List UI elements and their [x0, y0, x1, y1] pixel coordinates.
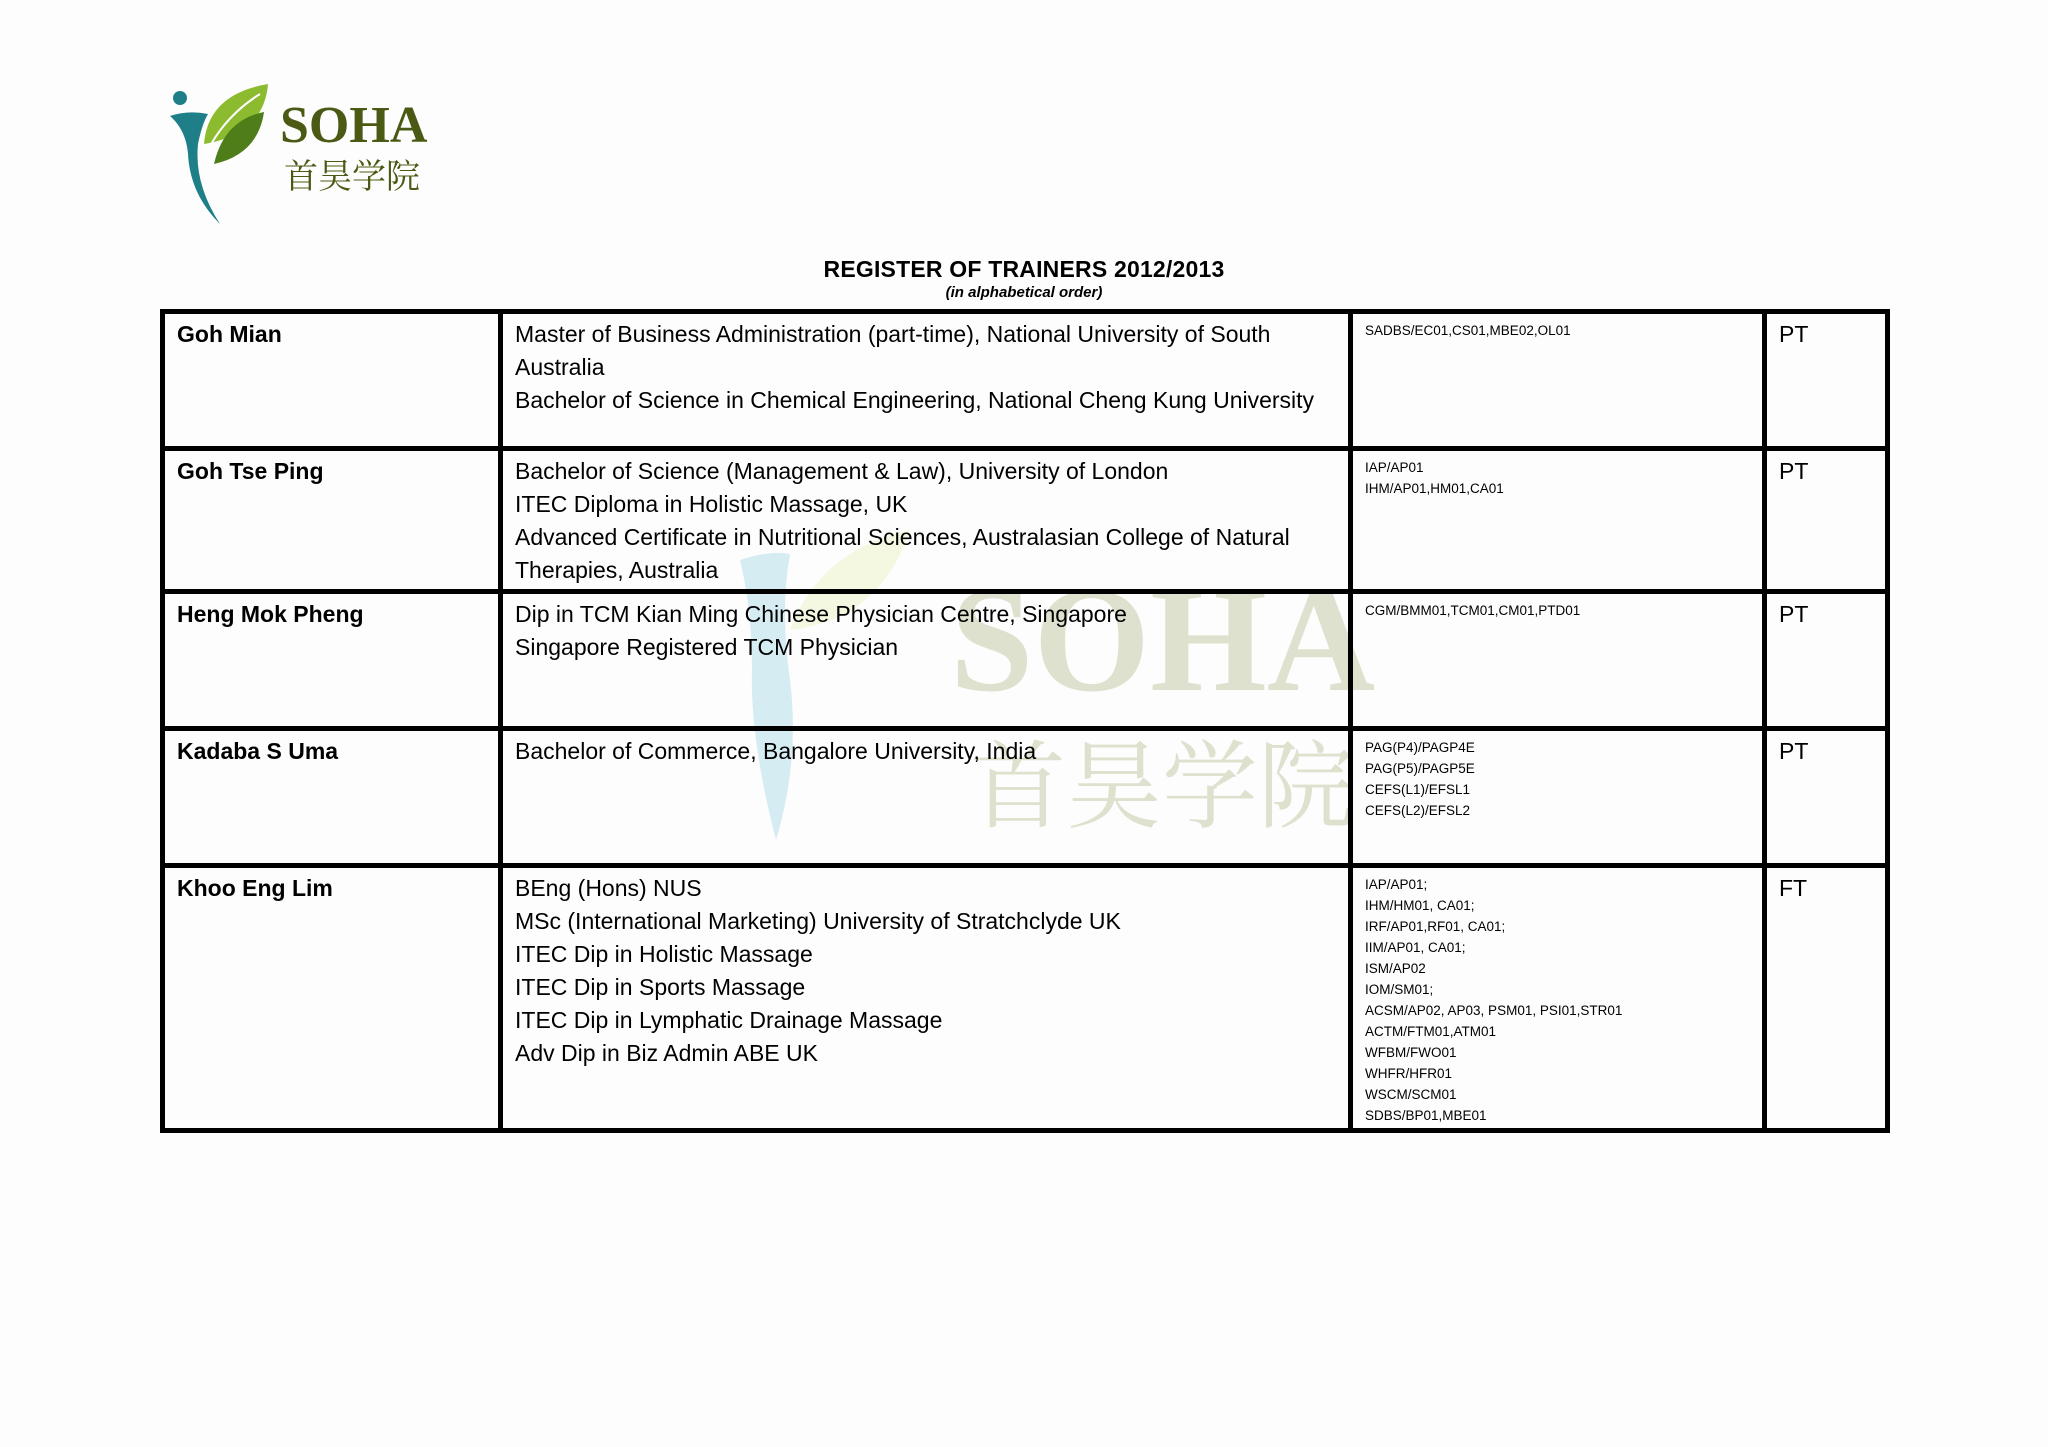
qualification-item: Singapore Registered TCM Physician — [515, 634, 899, 660]
module-item: IAP/AP01 — [1365, 460, 1424, 475]
document-subtitle: (in alphabetical order) — [945, 284, 1103, 301]
qualification-item: Bachelor of Science in Chemical Engineering, National Cheng Kung University — [515, 387, 1315, 413]
table-row — [163, 449, 1888, 592]
trainer-name: Heng Mok Pheng — [163, 592, 501, 729]
module-item: SADBS/EC01,CS01,MBE02,OL01 — [1365, 323, 1571, 338]
trainer-qualifications — [501, 592, 1351, 729]
trainer-name: Khoo Eng Lim — [163, 866, 501, 1131]
qualification-item: ITEC Diploma in Holistic Massage, UK — [515, 491, 908, 517]
qualification-item: ITEC Dip in Sports Massage — [515, 974, 806, 1000]
module-item: WSCM/SCM01 — [1365, 1087, 1457, 1102]
document-title: REGISTER OF TRAINERS 2012/2013 — [823, 256, 1225, 282]
module-item: IAP/AP01; — [1365, 877, 1428, 892]
module-item: ACTM/FTM01,ATM01 — [1365, 1024, 1497, 1039]
module-item: PAG(P4)/PAGP4E — [1365, 740, 1475, 755]
trainer-type: PT — [1765, 592, 1888, 729]
trainer-type: FT — [1765, 866, 1888, 1131]
qualification-item: BEng (Hons) NUS — [515, 875, 702, 901]
trainer-modules — [1351, 312, 1765, 449]
trainer-modules — [1351, 449, 1765, 592]
trainer-name: Goh Mian — [163, 312, 501, 449]
module-item: ACSM/AP02, AP03, PSM01, PSI01,STR01 — [1365, 1003, 1623, 1018]
trainer-name: Goh Tse Ping — [163, 449, 501, 592]
module-item: IHM/AP01,HM01,CA01 — [1365, 481, 1504, 496]
trainer-qualifications — [501, 729, 1351, 866]
watermark-brand-text: SOHA — [950, 557, 1376, 723]
module-item: IOM/SM01; — [1365, 982, 1434, 997]
module-item: WHFR/HFR01 — [1365, 1066, 1452, 1081]
table-row — [163, 592, 1888, 729]
logo-brand-text: SOHA — [280, 97, 428, 154]
module-item: IHM/HM01, CA01; — [1365, 898, 1475, 913]
trainer-qualifications — [501, 866, 1351, 1131]
module-item: ISM/AP02 — [1365, 961, 1426, 976]
trainer-name: Kadaba S Uma — [163, 729, 501, 866]
soha-logo — [168, 84, 468, 234]
qualification-item: Adv Dip in Biz Admin ABE UK — [515, 1040, 818, 1066]
trainer-modules — [1351, 592, 1765, 729]
trainer-modules — [1351, 866, 1765, 1131]
logo-chinese-text: 首昊学院 — [284, 157, 420, 197]
qualification-item: ITEC Dip in Holistic Massage — [515, 941, 813, 967]
qualification-item: MSc (International Marketing) University of Stratchclyde UK — [515, 908, 1121, 934]
document-header — [0, 254, 2048, 302]
watermark-chinese-text: 首昊学院 — [970, 731, 1354, 843]
module-item: CEFS(L2)/EFSL2 — [1365, 803, 1471, 818]
trainers-table — [160, 309, 1890, 1133]
trainer-type: PT — [1765, 449, 1888, 592]
module-item: CEFS(L1)/EFSL1 — [1365, 782, 1471, 797]
module-item: IRF/AP01,RF01, CA01; — [1365, 919, 1506, 934]
module-item: SDBS/BP01,MBE01 — [1365, 1108, 1487, 1123]
trainer-type: PT — [1765, 312, 1888, 449]
module-item: WFBM/FWO01 — [1365, 1045, 1457, 1060]
trainer-qualifications — [501, 449, 1351, 592]
module-item: PAG(P5)/PAGP5E — [1365, 761, 1475, 776]
trainer-type: PT — [1765, 729, 1888, 866]
qualification-item: ITEC Dip in Lymphatic Drainage Massage — [515, 1007, 943, 1033]
qualification-item: Bachelor of Commerce, Bangalore University, India — [515, 738, 1037, 764]
table-row — [163, 312, 1888, 449]
qualification-item: Dip in TCM Kian Ming Chinese Physician Centre, Singapore — [515, 601, 1127, 627]
trainer-qualifications — [501, 312, 1351, 449]
qualification-item: Master of Business Administration (part-time), National University of South Australia — [515, 321, 1271, 380]
table-row — [163, 866, 1888, 1131]
trainer-modules — [1351, 729, 1765, 866]
table-row — [163, 729, 1888, 866]
module-item: IIM/AP01, CA01; — [1365, 940, 1466, 955]
qualification-item: Advanced Certificate in Nutritional Sciences, Australasian College of Natural Therapies, Australia — [515, 524, 1290, 583]
qualification-item: Bachelor of Science (Management & Law), University of London — [515, 458, 1169, 484]
module-item: CGM/BMM01,TCM01,CM01,PTD01 — [1365, 603, 1581, 618]
